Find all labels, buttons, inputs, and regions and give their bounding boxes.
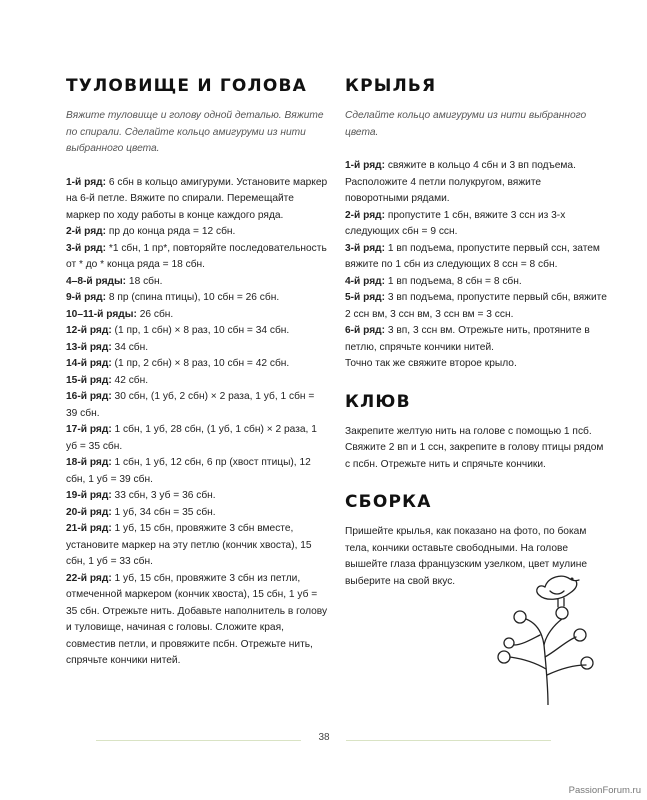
assembly-text: Пришейте крылья, как показано на фото, по бокам тела, кончики оставьте свободными. На голове вышейте глаза французским узелком, цвет мулине выберите на свой вкус. [345, 526, 588, 587]
section-title-body-head: ТУЛОВИЩЕ И ГОЛОВА [66, 76, 308, 96]
body-head-row-text: 34 сбн. [111, 341, 149, 353]
body-head-row [66, 290, 328, 307]
body-head-row-label: 20-й ряд: [66, 506, 112, 518]
body-head-row-text: 1 уб, 15 сбн, провяжите 3 сбн из петли, отмеченной маркером (кончик хвоста), 15 сбн, 1 уб = 35 сбн. Отрежьте нить. Добавьте наполнитель в голову и туловище, начиная с головы. Сложите края, совместив петли, и провяжите псбн. Отрежьте нить, спрячьте кончики нитей. [66, 572, 328, 666]
body-head-row [66, 175, 328, 225]
wings-row-label: 1-й ряд: [345, 160, 386, 171]
body-head-row-text: (1 пр, 1 сбн) × 8 раз, 10 сбн = 34 сбн. [111, 325, 290, 336]
body-head-row [66, 571, 328, 670]
body-head-row-text: 1 сбн, 1 уб, 12 сбн, 6 пр (хвост птицы), 12 сбн, 1 уб = 39 сбн. [66, 457, 311, 485]
body-head-row-label: 22-й ряд: [66, 572, 112, 584]
body-head-row-label: 14-й ряд: [66, 358, 112, 369]
body-head-row [66, 274, 328, 291]
left-column [66, 76, 328, 670]
section-title-beak: КЛЮВ [345, 391, 411, 412]
beak-text: Закрепите желтую нить на голове с помощью 1 псб. Свяжите 2 вп и 1 ссн, закрепите в голову птицы рядом с псбн. Отрежьте нить и спрячьте кончики. [345, 425, 604, 470]
wings-rows [345, 158, 607, 356]
body-head-row-text: *1 сбн, 1 пр*, повторяйте последовательность от * до * конца ряда = 18 сбн. [66, 242, 327, 270]
right-column [345, 76, 607, 590]
body-head-row [66, 356, 328, 373]
body-head-row-text: 1 уб, 15 сбн, провяжите 3 сбн вместе, установите маркер на эту петлю (кончик хвоста), 15 сбн, 1 уб = 33 сбн. [66, 523, 312, 567]
body-head-row-label: 13-й ряд: [66, 341, 112, 353]
body-head-row [66, 307, 328, 324]
body-head-row-text: 26 сбн. [136, 308, 174, 320]
body-head-row-text: 33 сбн, 3 уб = 36 сбн. [111, 490, 216, 501]
section-title-wings: КРЫЛЬЯ [345, 76, 437, 96]
body-head-row-text: 30 сбн, (1 уб, 2 сбн) × 2 раза, 1 уб, 1 сбн = 39 сбн. [66, 391, 315, 419]
body-head-row [66, 340, 328, 357]
body-head-row-label: 17-й ряд: [66, 424, 112, 435]
body-head-row-text: 1 сбн, 1 уб, 28 сбн, (1 уб, 1 сбн) × 2 раза, 1 уб = 35 сбн. [66, 424, 317, 452]
body-head-row-label: 10–11-й ряды: [66, 308, 137, 320]
bird-on-branch-icon [490, 565, 595, 705]
body-head-row [66, 488, 328, 505]
wings-row-label: 5-й ряд: [345, 292, 386, 303]
wings-row-text: свяжите в кольцо 4 сбн и 3 вп подъема. Расположите 4 петли полукругом, вяжите поворотными рядами. [345, 160, 576, 204]
wings-row-label: 4-й ряд: [345, 275, 386, 287]
body-head-rows [66, 175, 328, 670]
body-head-row-label: 4–8-й ряды: [66, 275, 127, 287]
body-head-row-text: 6 сбн в кольцо амигуруми. Установите маркер на 6-й петле. Вяжите по спирали. Перемещайте маркер по ходу работы в конце каждого ряда. [66, 176, 328, 221]
body-head-row-text: 42 сбн. [111, 374, 149, 386]
wings-row-text: пропустите 1 сбн, вяжите 3 ссн из 3-х следующих сбн = 9 ссн. [345, 209, 566, 237]
body-head-row-label: 21-й ряд: [66, 523, 112, 534]
body-head-row-label: 16-й ряд: [66, 391, 112, 402]
wings-row-label: 6-й ряд: [345, 325, 386, 336]
body-head-row [66, 505, 328, 522]
wings-intro: Сделайте кольцо амигуруми из нити выбранного цвета. [345, 110, 587, 138]
body-head-row-label: 2-й ряд: [66, 226, 107, 237]
body-head-row-label: 3-й ряд: [66, 242, 107, 254]
body-head-row-label: 15-й ряд: [66, 374, 112, 386]
wings-row-label: 2-й ряд: [345, 209, 386, 221]
page-number: 38 [318, 732, 330, 743]
body-head-row-label: 1-й ряд: [66, 176, 107, 188]
body-head-row-label: 19-й ряд: [66, 490, 112, 501]
wings-row-text: 1 вп подъема, пропустите первый ссн, затем вяжите по 1 сбн из следующих 8 ссн = 8 сбн. [345, 242, 600, 270]
section-title-assembly: СБОРКА [345, 492, 432, 512]
body-head-row [66, 389, 328, 422]
footer-line-right [346, 740, 551, 741]
wings-row [345, 158, 607, 208]
wings-row [345, 274, 607, 291]
body-head-row [66, 521, 328, 571]
wings-row [345, 290, 607, 323]
body-head-row [66, 323, 328, 340]
wings-row [345, 241, 607, 274]
body-head-row [66, 241, 328, 274]
body-head-row [66, 224, 328, 241]
body-head-row-text: 8 пр (спина птицы), 10 сбн = 26 сбн. [106, 292, 280, 303]
wings-row-text: 3 вп подъема, пропустите первый сбн, вяжите 2 ссн вм, 3 ссн вм, 3 ссн вм = 3 ссн. [345, 292, 607, 320]
wings-row [345, 208, 607, 241]
body-head-row-label: 18-й ряд: [66, 457, 112, 468]
body-head-row [66, 455, 328, 488]
wings-row-text: 1 вп подъема, 8 сбн = 8 сбн. [385, 275, 522, 287]
body-head-intro: Вяжите туловище и голову одной деталью. Вяжите по спирали. Сделайте кольцо амигуруми из нити выбранного цвета. [66, 110, 324, 154]
wings-row-text: 3 вп, 3 ссн вм. Отрежьте нить, протяните в петлю, спрячьте кончики нитей. [345, 325, 590, 353]
body-head-row [66, 422, 328, 455]
watermark: PassionForum.ru [568, 785, 641, 796]
wings-row-label: 3-й ряд: [345, 242, 386, 254]
wings-note: Точно так же свяжите второе крыло. [345, 358, 517, 369]
body-head-row [66, 373, 328, 390]
footer-line-left [96, 740, 301, 741]
wings-row [345, 323, 607, 356]
beak-section [345, 392, 607, 474]
body-head-row-label: 12-й ряд: [66, 325, 112, 336]
body-head-row-label: 9-й ряд: [66, 292, 107, 303]
body-head-row-text: 18 сбн. [126, 275, 163, 287]
body-head-row-text: 1 уб, 34 сбн = 35 сбн. [111, 506, 216, 518]
body-head-row-text: пр до конца ряда = 12 сбн. [106, 226, 236, 237]
body-head-row-text: (1 пр, 2 сбн) × 8 раз, 10 сбн = 42 сбн. [111, 358, 290, 369]
